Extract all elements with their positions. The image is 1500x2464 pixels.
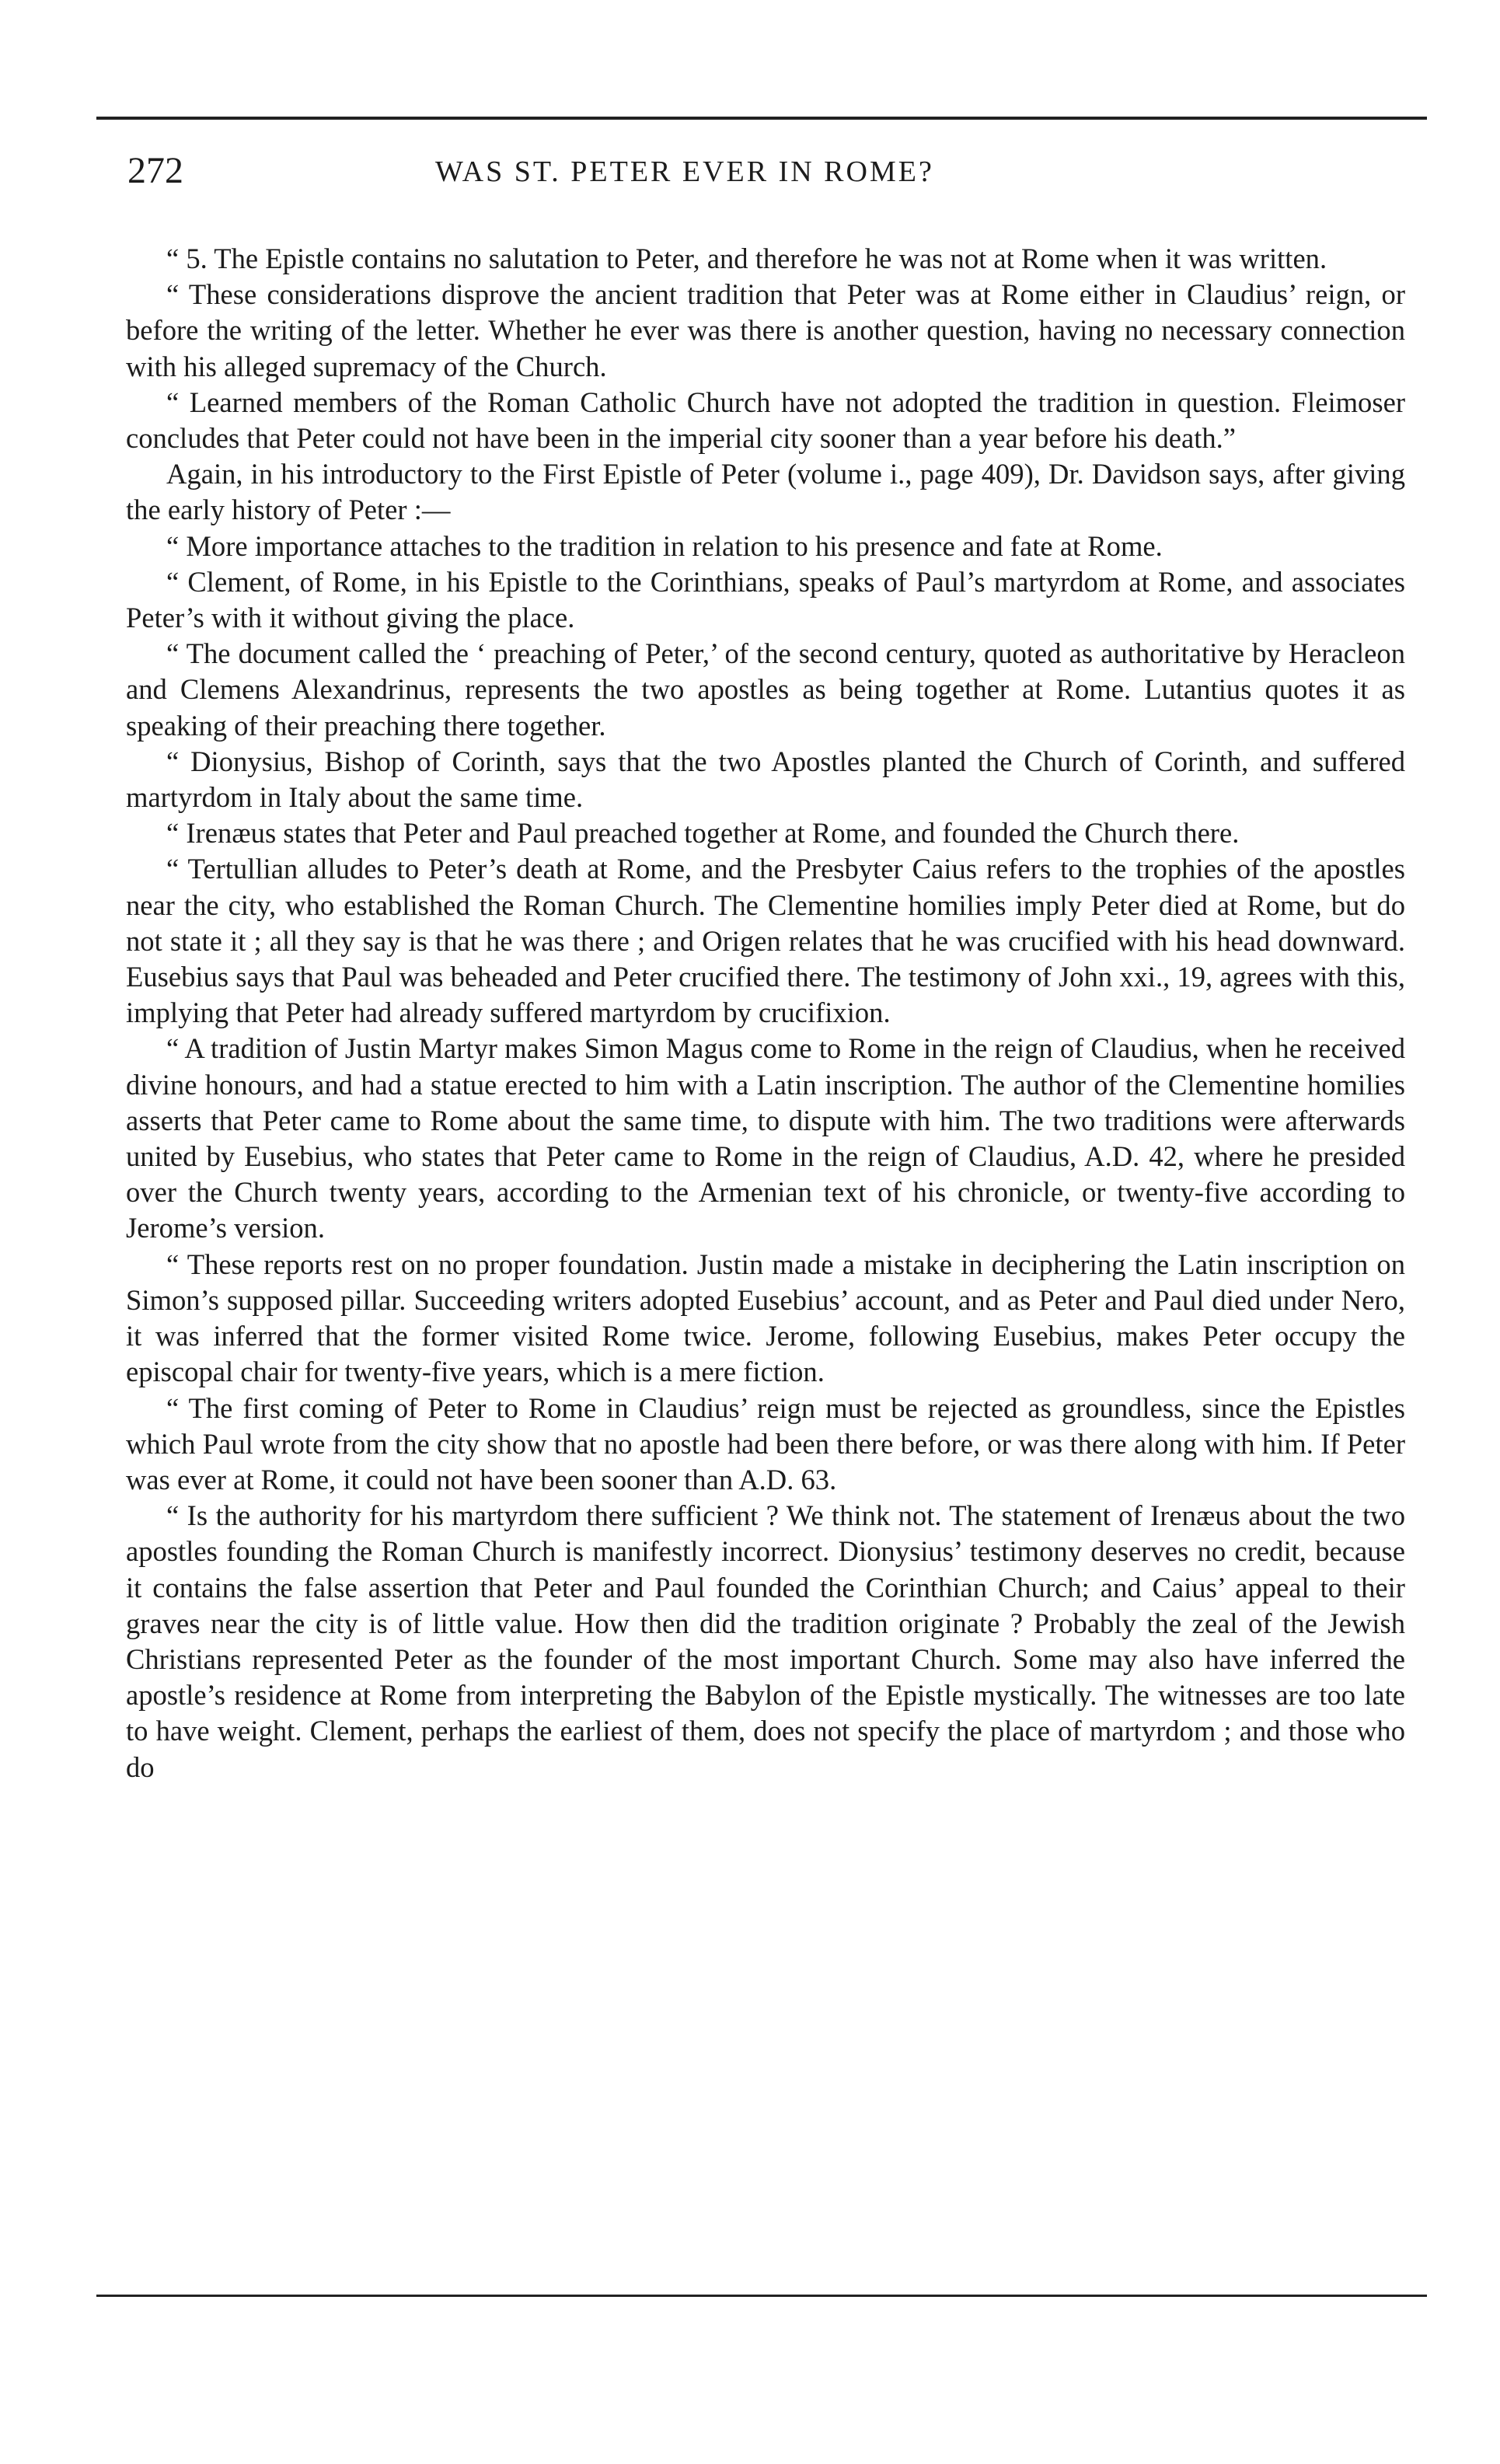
page-number: 272 — [127, 150, 183, 191]
paragraph-14: “ Is the authority for his martyrdom there sufficient ? We think not. The statement of Irenæus about the two apostles founding the Roman Church is manifestly incorrect. Dionysius’ testimony deserves no credit, because it contains the false assertion that Peter and Paul founded the Corinthian Church; and Caius’ appeal to their graves near the city is of little value. How then did the tradition originate ? Probably the zeal of the Jewish Christians represented Peter as the founder of the most important Church. Some may also have inferred the apostle’s residence at Rome from interpreting the Babylon of the Epistle mystically. The witnesses are too late to have weight. Clement, perhaps the earliest of them, does not specify the place of martyrdom ; and those who do — [126, 1499, 1405, 1783]
paragraph-1: “ 5. The Epistle contains no salutation to Peter, and therefore he was not at Rome when it was written. — [166, 243, 1327, 274]
footer-rule — [96, 2295, 1427, 2297]
paragraph-2: “ These considerations disprove the ancient tradition that Peter was at Rome either in Claudius’ reign, or before the writing of the letter. Whether he ever was there is another question, having no necessary connection with his alleged supremacy of the Church. — [126, 278, 1405, 382]
running-head: WAS ST. PETER EVER IN ROME? — [435, 155, 934, 188]
paragraph-9: “ Irenæus states that Peter and Paul preached together at Rome, and founded the Church there. — [166, 817, 1240, 850]
paragraph-12: “ These reports rest on no proper foundation. Justin made a mistake in deciphering the Latin inscription on Simon’s supposed pillar. Succeeding writers adopted Eusebius’ account, and as Peter and Paul died under Nero, it was inferred that the former visited Rome twice. Jerome, following Eusebius, makes Peter occupy the episcopal chair for twenty-five years, which is a mere fiction. — [126, 1248, 1405, 1388]
paragraph-5: “ More importance attaches to the tradition in relation to his presence and fate at Rome. — [166, 529, 1163, 562]
paragraph-4: Again, in his introductory to the First Epistle of Peter (volume i., page 409), Dr. Davidson says, after giving the early history of Peter :— — [126, 458, 1405, 526]
paragraph-7: “ The document called the ‘ preaching of Peter,’ of the second century, quoted as authoritative by Heracleon and Clemens Alexandrinus, represents the two apostles as being together at Rome. Lutantius quotes it as speaking of their preaching there together. — [126, 637, 1405, 742]
paragraph-11: “ A tradition of Justin Martyr makes Simon Magus come to Rome in the reign of Claudius, when he received divine honours, and had a statue erected to him with a Latin inscription. The author of the Clementine homilies asserts that Peter came to Rome about the same time, to dispute with him. The two traditions were afterwards united by Eusebius, who states that Peter came to Rome in the reign of Claudius, A.D. 42, where he presided over the Church twenty years, according to the Armenian text of his chronicle, or twenty-five according to Jerome’s version. — [126, 1032, 1405, 1244]
paragraph-8: “ Dionysius, Bishop of Corinth, says that the two Apostles planted the Church of Corinth, and suffered martyrdom in Italy about the same time. — [126, 745, 1405, 814]
paragraph-13: “ The first coming of Peter to Rome in Claudius’ reign must be rejected as groundless, since the Epistles which Paul wrote from the city show that no apostle had been there before, or was there along with him. If Peter was ever at Rome, it could not have been sooner than A.D. 63. — [126, 1391, 1405, 1496]
paragraph-3: “ Learned members of the Roman Catholic Church have not adopted the tradition in question. Fleimoser concludes that Peter could not have been in the imperial city sooner than a year before his death.” — [126, 386, 1405, 455]
paragraph-6: “ Clement, of Rome, in his Epistle to the Corinthians, speaks of Paul’s martyrdom at Rome, and associates Peter’s with it without giving the place. — [126, 565, 1405, 634]
header-rule — [96, 117, 1427, 120]
paragraph-10: “ Tertullian alludes to Peter’s death at Rome, and the Presbyter Caius refers to the trophies of the apostles near the city, who established the Roman Church. The Clementine homilies imply Peter died at Rome, but do not state it ; all they say is that he was there ; and Origen relates that he was crucified with his head downward. Eusebius says that Paul was beheaded and Peter crucified there. The testimony of John xxi., 19, agrees with this, implying that Peter had already suffered martyrdom by crucifixion. — [126, 853, 1405, 1029]
page-body — [126, 241, 1405, 1785]
